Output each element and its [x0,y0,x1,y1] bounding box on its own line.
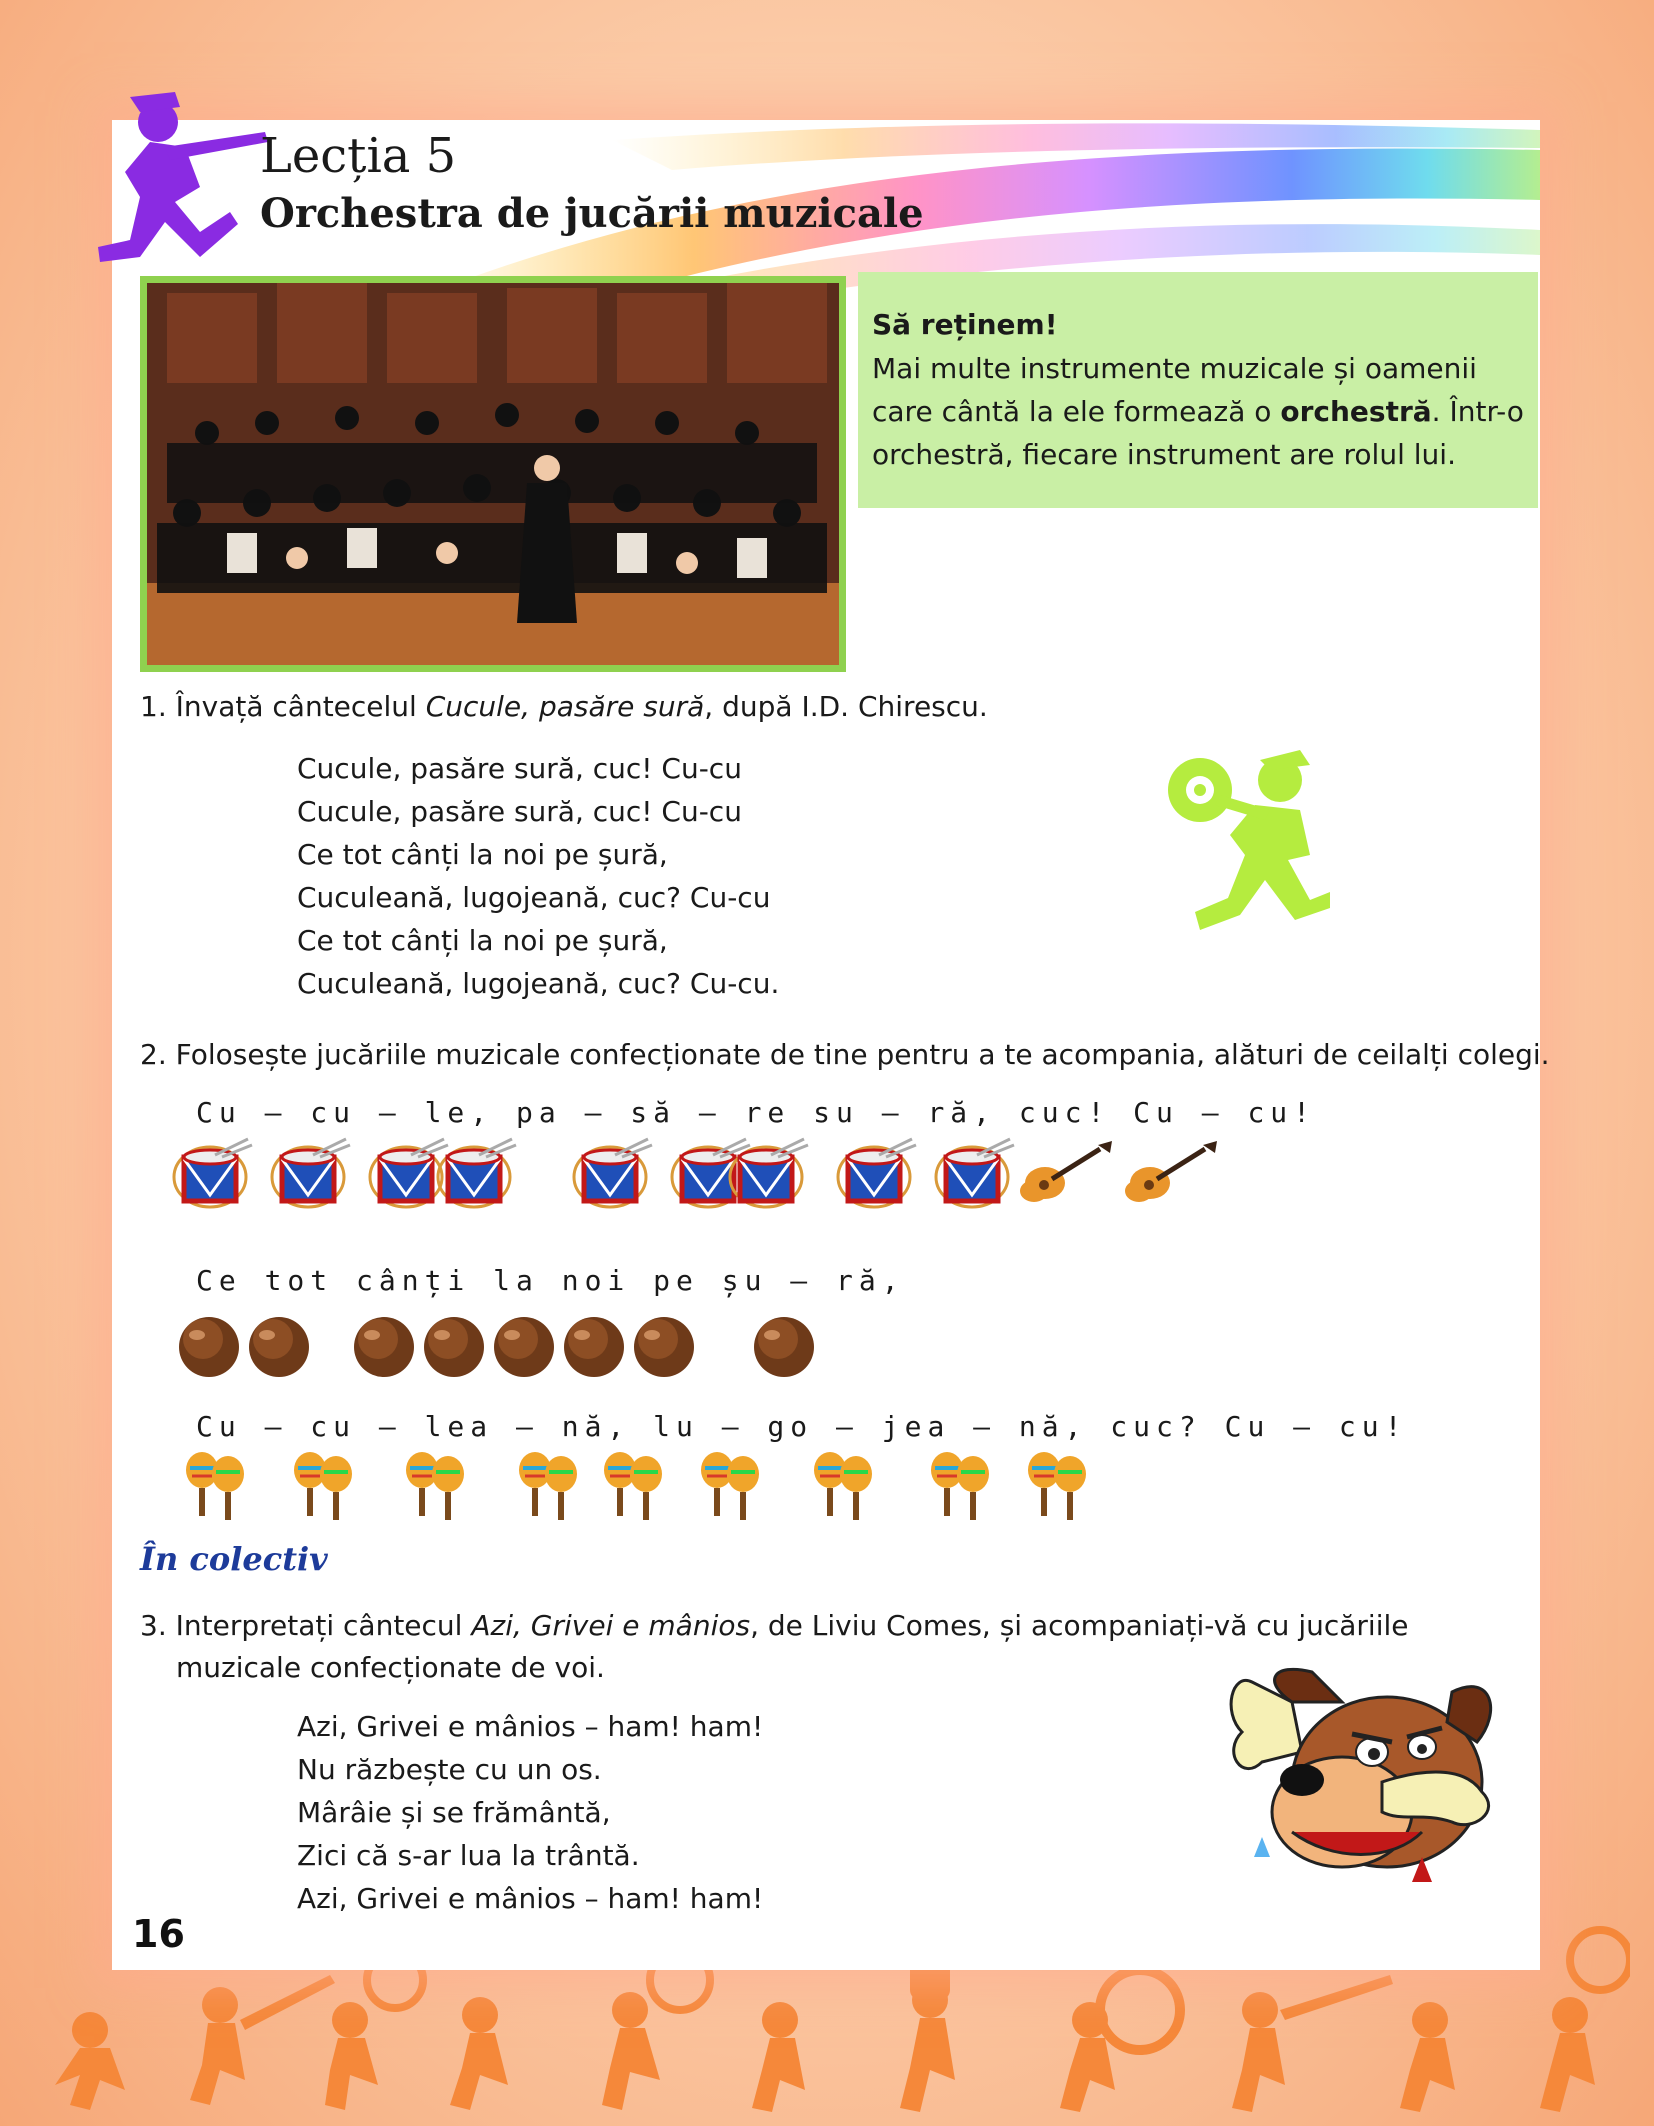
lyric-line: Cucule, pasăre sură, cuc! Cu-cu [297,795,742,828]
castanet-icon [179,1317,239,1377]
remember-heading: Să reținem! [872,308,1058,341]
lyric-line: Cuculeană, lugojeană, cuc? Cu-cu [297,881,771,914]
lesson-title: Orchestra de jucării muzicale [260,190,924,237]
song-3-lyrics [297,1705,763,1920]
cymbal-player-figure [1160,740,1330,950]
remember-text: Mai multe instrumente muzicale și oamenii care cântă la ele formează o orchestră. Într-o orchestră, fiecare instrument are rolul lui. [872,352,1524,471]
lyric-line: Nu răzbește cu un os. [297,1753,602,1786]
syllable-line-1: Cu – cu – le, pa – să – re su – ră, cuc! Cu – cu! [196,1096,1317,1129]
exercise-3-instruction: 3. Interpretați cântecul Azi, Grivei e mânios, de Liviu Comes, și acompaniați-vă cu jucăriile muzicale confecționate de voi. [140,1609,1409,1684]
orchestra-illustration [147,283,839,665]
guitar-icon [1020,1141,1112,1202]
lyric-line: Ce tot cânți la noi pe șură, [297,838,668,871]
castanets-row [175,1305,835,1385]
section-heading: În colectiv [140,1540,328,1578]
lyric-line: Zici că s-ar lua la trântă. [297,1839,640,1872]
syllable-line-3: Cu – cu – lea – nă, lu – go – jea – nă, cuc? Cu – cu! [196,1410,1408,1443]
orchestra-photo [140,276,846,672]
lyric-line: Cuculeană, lugojeană, cuc? Cu-cu. [297,967,780,1000]
drum-icon [174,1139,252,1207]
syllable-line-2: Ce tot cânți la noi pe șu – ră, [196,1264,905,1297]
exercise-2-instruction: 2. Folosește jucăriile muzicale confecționate de tine pentru a te acompania, alături de ceilalți colegi. [140,1038,1550,1071]
maracas-guitar-row [180,1448,1340,1528]
remember-bold-word: orchestră [1280,395,1432,428]
lyric-line: Ce tot cânți la noi pe șură, [297,924,668,957]
dog-with-bone [1222,1662,1502,1892]
maracas-icon [186,1452,244,1520]
song-1-lyrics [297,747,779,1005]
lyric-line: Mârâie și se frământă, [297,1796,611,1829]
exercise-1-instruction: 1. Învață cântecelul Cucule, pasăre sură, după I.D. Chirescu. [140,690,988,723]
lyric-line: Azi, Grivei e mânios – ham! ham! [297,1710,764,1743]
drum-guitar-row [170,1135,1270,1215]
flute-player-figure [80,92,270,282]
lesson-number: Lecția 5 [260,128,457,184]
lyric-line: Azi, Grivei e mânios – ham! ham! [297,1882,764,1915]
page-number: 16 [132,1912,185,1956]
lyric-line: Cucule, pasăre sură, cuc! Cu-cu [297,752,742,785]
remember-box [858,272,1538,508]
